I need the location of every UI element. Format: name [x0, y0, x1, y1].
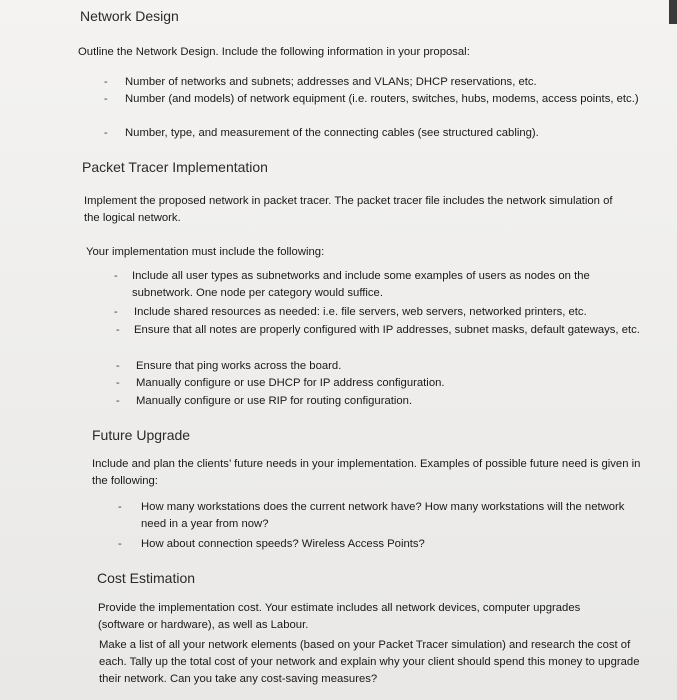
packet-tracer-bullet-6: Manually configure or use RIP for routing configuration.: [136, 395, 413, 407]
bullet-dash: -: [116, 395, 120, 407]
future-upgrade-intro: Include and plan the clients’ future needs in your implementation. Examples of possible future need is given in the following:: [92, 458, 641, 487]
packet-tracer-bullet-4: Ensure that ping works across the board.: [136, 360, 342, 372]
bullet-dash: -: [114, 306, 118, 318]
packet-tracer-bullet-3: Ensure that all notes are properly configured with IP addresses, subnet masks, default gateways, etc.: [134, 324, 640, 336]
heading-packet-tracer: Packet Tracer Implementation: [82, 159, 268, 175]
network-design-intro: Outline the Network Design. Include the following information in your proposal:: [78, 46, 470, 58]
heading-future-upgrade: Future Upgrade: [92, 427, 191, 443]
packet-tracer-bullet-1: Include all user types as subnetworks and include some examples of users as nodes on the subnetwork. One node per category would suffice.: [132, 270, 590, 299]
heading-network-design: Network Design: [80, 8, 179, 24]
bullet-dash: -: [118, 538, 122, 550]
bullet-dash: -: [104, 93, 108, 105]
cost-estimation-para-2: Make a list of all your network elements (based on your Packet Tracer simulation) and research the cost of each. Tally up the total cost of your network and explain why your client should spend this money to upgrade their network. Can you take any cost-saving measures?: [99, 639, 640, 685]
network-design-bullet-3: Number, type, and measurement of the connecting cables (see structured cabling).: [125, 127, 539, 139]
bullet-dash: -: [118, 501, 122, 513]
packet-tracer-bullet-5: Manually configure or use DHCP for IP address configuration.: [136, 377, 445, 389]
bullet-dash: -: [104, 127, 108, 139]
bullet-dash: -: [114, 270, 118, 282]
bullet-dash: -: [116, 324, 120, 336]
packet-tracer-intro: Implement the proposed network in packet tracer. The packet tracer file includes the network simulation of the logical network.: [84, 195, 613, 224]
future-upgrade-bullet-2: How about connection speeds? Wireless Access Points?: [141, 538, 425, 550]
bullet-dash: -: [116, 360, 120, 372]
bullet-dash: -: [104, 76, 108, 88]
network-design-bullet-1: Number of networks and subnets; addresses and VLANs; DHCP reservations, etc.: [125, 76, 537, 88]
bullet-dash: -: [116, 377, 120, 389]
packet-tracer-bullet-2: Include shared resources as needed: i.e. file servers, web servers, networked printers, etc.: [134, 306, 587, 318]
packet-tracer-lead: Your implementation must include the following:: [86, 246, 325, 258]
cost-estimation-para-1: Provide the implementation cost. Your estimate includes all network devices, computer upgrades (software or hardware), as well as Labour.: [98, 602, 581, 631]
heading-cost-estimation: Cost Estimation: [97, 570, 196, 586]
network-design-bullet-2: Number (and models) of network equipment (i.e. routers, switches, hubs, modems, access points, etc.): [125, 93, 639, 105]
photo-edge: [669, 0, 677, 24]
future-upgrade-bullet-1: How many workstations does the current network have? How many workstations will the network need in a year from now?: [141, 501, 625, 530]
